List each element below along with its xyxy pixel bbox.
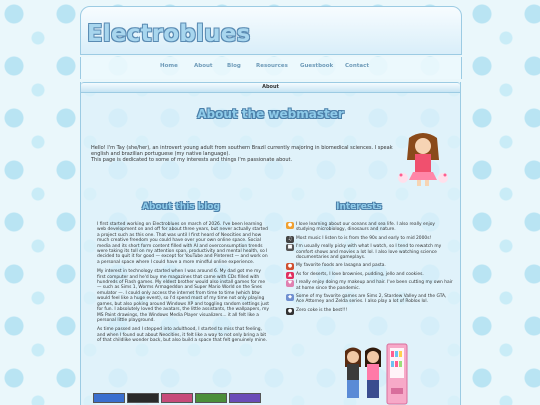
page-title: About the webmaster <box>197 107 344 121</box>
interest-item <box>286 308 454 313</box>
blog-text <box>97 222 269 348</box>
intro-paragraph-1: Hello! I'm Tay (she/her), an introvert young adult from southern Brazil currently majoring in biomedical sciences. I speak english and brazilian portuguese (my native language). <box>91 145 393 157</box>
tab-about: About <box>262 84 279 90</box>
interest-text: Most music I listen to is from the 90s and early to mid 2000s! <box>296 235 432 241</box>
interests-list <box>286 222 454 316</box>
vending-machine-pixel-art <box>386 343 408 405</box>
interest-item <box>286 294 454 305</box>
interest-item <box>286 263 454 268</box>
tv-icon: ■ <box>287 244 293 251</box>
interest-text: I'm usually really picky with what I watch, so I tend to rewatch my comfort shows and movies a lot lol. I also love watching science documentaries and gameplays. <box>296 244 442 261</box>
interest-item <box>286 272 454 277</box>
intro-text <box>91 145 397 163</box>
site-button-badge[interactable] <box>161 393 193 403</box>
blog-paragraph-1: I first started working on Electroblues on march of 2026. I've been learning web development on and off for about three years, but never actually started a project such as this one. That was until I first heard of Neocities and how much creative freedom you could have over your own online space. Social media and its short form content filled with AI and overconsumption trends were taking its toll on my attention span, productivity and mental health, so I decided to quit it for good — except for YouTube and Pinterest — and work on a personal space where I could have a more mindful online experience. <box>97 222 268 265</box>
blog-paragraph-2: My interest in technology started when I was around 6. My dad got me my first computer and he'd buy me magazines that came with CDs filled with hundreds of Flash games. My eldest brother would also install games for me — such as Sims 1, Worms Armageddon and Super Mario World on the Snes emulator —. I could only access the internet from time to time (which btw would feel like a huge event), so I'd spend most of my time not only playing games, but also poking around Windows XP and toggling random settings just for fun. I absolutely loved the avatars, the little assistants, the wallpapers, my MS Paint drawings, the Windows Media Player visualizers... it all felt like a personal little playground. <box>97 269 269 323</box>
site-title[interactable]: Electroblues <box>87 21 251 47</box>
music-icon: ♫ <box>287 235 293 242</box>
interest-text: I really enjoy doing my makeup and hair. I've been cutting my own hair at home since the pandemic. <box>296 280 453 291</box>
fish-icon: ● <box>287 222 293 228</box>
site-button-badge[interactable] <box>229 393 261 403</box>
site-button-badge[interactable] <box>93 393 125 403</box>
food-icon: ● <box>287 263 293 270</box>
makeup-icon: ♥ <box>287 280 293 287</box>
interest-item <box>286 244 454 260</box>
nav-contact[interactable]: Contact <box>345 63 369 69</box>
about-content <box>80 82 461 405</box>
site-header <box>80 6 462 55</box>
doll-pixel-art <box>395 130 451 188</box>
nav-guestbook[interactable]: Guestbook <box>300 63 334 69</box>
nav-resources[interactable]: Resources <box>256 63 288 69</box>
nav-blog[interactable]: Blog <box>227 63 241 69</box>
drink-icon: ● <box>287 307 293 314</box>
interest-text: Some of my favorite games are Sims 2, Stardew Valley and the GTA, Ace Attorney and Zelda series. I also play a lot of Roblox lol. <box>296 294 447 305</box>
game-icon: ◆ <box>286 294 294 301</box>
doll-pair-pixel-art <box>339 345 387 405</box>
interest-item <box>286 280 454 291</box>
intro-paragraph-2: This page is dedicated to some of my interests and things I'm passionate about. <box>91 157 293 163</box>
interest-text: As for deserts, I love brownies, pudding, jello and cookies. <box>296 271 424 277</box>
interest-text: Zero coke is the best!!! <box>296 307 348 313</box>
cake-icon: ▲ <box>286 272 294 279</box>
nav-about[interactable]: About <box>194 63 213 69</box>
interest-item <box>286 222 454 233</box>
top-navigation <box>80 57 462 79</box>
site-buttons <box>93 393 253 403</box>
interest-text: My favorite foods are lasagna and pasta. <box>296 263 386 269</box>
nav-home[interactable]: Home <box>160 63 178 69</box>
interests-heading: Interests <box>336 202 382 212</box>
tab-bar <box>81 82 460 93</box>
blog-heading: About this blog <box>142 202 220 212</box>
interest-item <box>286 236 454 241</box>
site-button-badge[interactable] <box>127 393 159 403</box>
site-button-badge[interactable] <box>195 393 227 403</box>
blog-paragraph-3: As time passed and I stepped into adulthood, I started to miss that feeling, and when I found out about Neocities, it felt like a way to not only bring a bit of that childlike wonder back, but also build a space that felt genuinely mine. <box>97 327 268 344</box>
interest-text: I love learning about our oceans and sea life. I also really enjoy studying microbiology, dinosaurs and nature. <box>296 222 435 233</box>
